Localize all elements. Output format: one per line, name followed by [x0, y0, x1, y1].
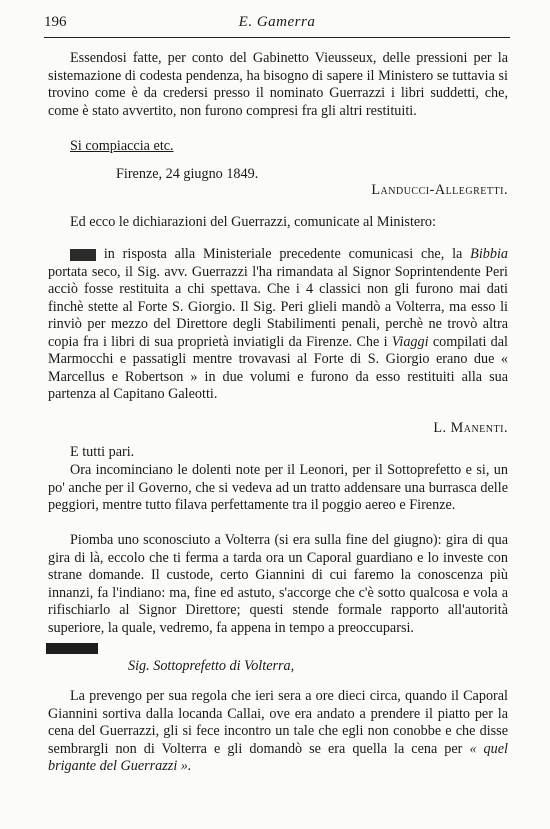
paragraph-sconosciuto: Piomba uno sconosciuto a Volterra (si era sulla fine del giugno): gira di qua gira di là, eccolo che ti ferma a tarda ora un Caporal guardiano e lo investe con strane domande. Il custode, certo Giannini di cui faremo la conoscenza più innanzi, fa l'indiano: ma, fine ed astuto, s'accorge che c'è sotto qualcosa e vola a rifischiarlo al Signor Direttore; questi stende formale rapporto all'autorità superiore, la quale, vedremo, fa appena in tempo a preoccuparsi. [48, 532, 508, 636]
closing-formula [48, 138, 508, 156]
paragraph-tutti-pari: E tutti pari. [70, 444, 135, 460]
ink-smudge [46, 643, 98, 654]
title-bibbia: Bibbia [470, 246, 508, 262]
paragraph-letter-body: La prevengo per sua regola che ieri sera a ore dieci circa, quando il Caporal Giannini sortiva dalla locanda Callai, ove era andato a prendere il piatto per la cena del Guerrazzi, gli si fece incontro un tale che egli non conobbe e che disse sembrargli non di Volterra e gli domandò se era quella la cena per « quel brigante del Guerrazzi ». [48, 688, 508, 774]
signature-manenti: L. Manenti. [433, 420, 508, 436]
paragraph-dolenti-note: Ora incominciano le dolenti note per il Leonori, per il Sottoprefetto e si, un po' anche per il Governo, che si vedeva ad un tratto addensare una burrasca delle peggiori, mentre tutto filava perfettamente tra il poggio aereo e Firenze. [48, 462, 508, 513]
intro-declarations: Ed ecco le dichiarazioni del Guerrazzi, comunicate al Ministero: [70, 214, 436, 230]
paragraph-guerrazzi-declaration: in risposta alla Ministeriale precedente comunicasi che, la Bibbia portata seco, il Sig. avv. Guerrazzi l'ha rimandata al Signor Soprintendente Peri acciò fosse restituita a chi spettava. Che i 4 classici non gli furono mai dati finchè stette al Forte S. Giorgio. Il Sig. Peri glieli mandò a Volterra, ma esso li rinviò per mezzo del Direttore degli Stabilimenti penali, perchè ne trovò altra copia fra i libri di sua proprietà inviatigli da Firenze. Che i Viaggi compilati dal Marmocchi e passatigli mentre trovavasi al Forte di S. Giorgio erano due « Marcellus e Robertson » in due volumi e furono da esso restituiti alla sua partenza al Capitano Galeotti. [48, 246, 508, 402]
signature-landucci: Landucci-Allegretti. [371, 182, 508, 198]
dateline: Firenze, 24 giugno 1849. [116, 166, 259, 182]
ink-blot [70, 249, 96, 261]
closing-text: Si compiaccia etc. [70, 138, 174, 154]
quoted-phrase: « quel brigante del Guerrazzi ». [48, 740, 508, 774]
header-rule [44, 37, 510, 38]
paragraph-ministry-request: Essendosi fatte, per conto del Gabinetto Vieusseux, delle pressioni per la sistemazione di codesta pendenza, ha bisogno di sapere il Ministero se tuttavia si trovino come è da credersi presso il nominato Guerrazzi i libri suddetti, che, come è stato avvertito, non furono compresi fra gli altri restituiti. [48, 50, 508, 119]
title-viaggi: Viaggi [391, 333, 429, 350]
running-title: E. Gamerra [238, 14, 316, 30]
letter-salutation: Sig. Sottoprefetto di Volterra, [128, 658, 295, 674]
page-number: 196 [44, 14, 67, 30]
running-header [44, 14, 510, 36]
